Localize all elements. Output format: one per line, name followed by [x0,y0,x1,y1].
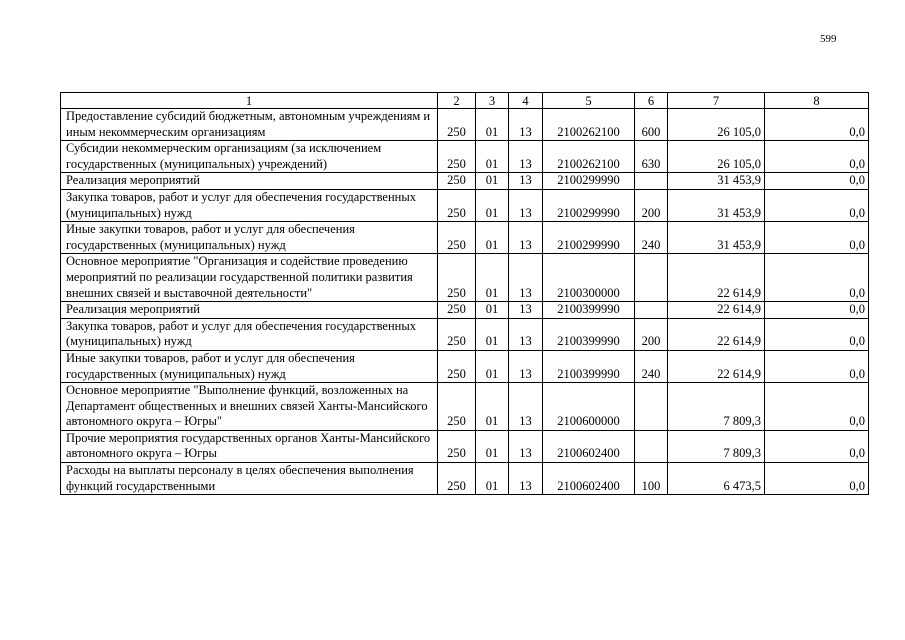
amount-cell: 31 453,9 [668,222,765,254]
admin-code-cell: 250 [438,254,476,302]
expense-type-cell: 240 [635,222,668,254]
subsection-cell: 13 [509,222,543,254]
row-name-cell: Иные закупки товаров, работ и услуг для обеспечения государственных (муниципальных) нужд [61,222,438,254]
amount-alt-cell: 0,0 [765,254,869,302]
admin-code-cell: 250 [438,430,476,462]
admin-code-cell: 250 [438,173,476,190]
target-article-cell: 2100602400 [543,463,635,495]
amount-cell: 31 453,9 [668,173,765,190]
amount-alt-cell: 0,0 [765,430,869,462]
table-row [61,318,869,350]
subsection-cell: 13 [509,463,543,495]
amount-alt-cell: 0,0 [765,141,869,173]
amount-cell: 7 809,3 [668,383,765,431]
section-cell: 01 [476,302,509,319]
row-name-cell: Реализация мероприятий [61,302,438,319]
amount-cell: 6 473,5 [668,463,765,495]
admin-code-cell: 250 [438,141,476,173]
expense-type-cell: 630 [635,141,668,173]
amount-cell: 22 614,9 [668,302,765,319]
amount-alt-cell: 0,0 [765,173,869,190]
section-cell: 01 [476,189,509,221]
amount-cell: 7 809,3 [668,430,765,462]
amount-alt-cell: 0,0 [765,463,869,495]
table-row [61,302,869,319]
table-row [61,173,869,190]
row-name-cell: Предоставление субсидий бюджетным, автономным учреждениям и иным некоммерческим организациям [61,109,438,141]
row-name-cell: Закупка товаров, работ и услуг для обеспечения государственных (муниципальных) нужд [61,189,438,221]
table-row [61,109,869,141]
table-row [61,430,869,462]
target-article-cell: 2100399990 [543,350,635,382]
table-row [61,222,869,254]
expense-type-cell: 200 [635,189,668,221]
row-name-cell: Основное мероприятие "Организация и содействие проведению мероприятий по реализации государственной политики развития внешних связей и выставочной деятельности" [61,254,438,302]
target-article-cell: 2100299990 [543,189,635,221]
target-article-cell: 2100600000 [543,383,635,431]
expense-type-cell: 200 [635,318,668,350]
table-row [61,383,869,431]
row-name-cell: Реализация мероприятий [61,173,438,190]
target-article-cell: 2100602400 [543,430,635,462]
target-article-cell: 2100399990 [543,318,635,350]
row-name-cell: Закупка товаров, работ и услуг для обеспечения государственных (муниципальных) нужд [61,318,438,350]
target-article-cell: 2100300000 [543,254,635,302]
header-cell: 4 [509,93,543,109]
subsection-cell: 13 [509,173,543,190]
row-name-cell: Прочие мероприятия государственных органов Ханты-Мансийского автономного округа – Югры [61,430,438,462]
expense-type-cell [635,383,668,431]
section-cell: 01 [476,350,509,382]
expense-type-cell: 100 [635,463,668,495]
section-cell: 01 [476,463,509,495]
amount-cell: 22 614,9 [668,350,765,382]
amount-cell: 22 614,9 [668,254,765,302]
target-article-cell: 2100262100 [543,109,635,141]
amount-cell: 26 105,0 [668,141,765,173]
amount-cell: 31 453,9 [668,189,765,221]
section-cell: 01 [476,141,509,173]
section-cell: 01 [476,318,509,350]
amount-alt-cell: 0,0 [765,302,869,319]
expense-type-cell: 600 [635,109,668,141]
target-article-cell: 2100399990 [543,302,635,319]
admin-code-cell: 250 [438,350,476,382]
section-cell: 01 [476,383,509,431]
expense-type-cell [635,302,668,319]
subsection-cell: 13 [509,189,543,221]
admin-code-cell: 250 [438,109,476,141]
budget-table [60,92,869,495]
row-name-cell: Субсидии некоммерческим организациям (за исключением государственных (муниципальных) учреждений) [61,141,438,173]
table-row [61,189,869,221]
admin-code-cell: 250 [438,222,476,254]
table-body [61,93,869,495]
expense-type-cell: 240 [635,350,668,382]
admin-code-cell: 250 [438,463,476,495]
amount-alt-cell: 0,0 [765,318,869,350]
header-cell: 3 [476,93,509,109]
row-name-cell: Иные закупки товаров, работ и услуг для обеспечения государственных (муниципальных) нужд [61,350,438,382]
expense-type-cell [635,430,668,462]
row-name-cell: Основное мероприятие "Выполнение функций, возложенных на Департамент общественных и внешних связей Ханты-Мансийского автономного округа – Югры" [61,383,438,431]
target-article-cell: 2100299990 [543,222,635,254]
amount-alt-cell: 0,0 [765,109,869,141]
header-row [61,93,869,109]
amount-alt-cell: 0,0 [765,350,869,382]
subsection-cell: 13 [509,254,543,302]
amount-cell: 22 614,9 [668,318,765,350]
section-cell: 01 [476,222,509,254]
table-row [61,141,869,173]
subsection-cell: 13 [509,141,543,173]
admin-code-cell: 250 [438,302,476,319]
header-cell: 5 [543,93,635,109]
page-number: 599 [820,33,837,45]
section-cell: 01 [476,254,509,302]
header-cell: 1 [61,93,438,109]
subsection-cell: 13 [509,430,543,462]
header-cell: 6 [635,93,668,109]
subsection-cell: 13 [509,350,543,382]
header-cell: 2 [438,93,476,109]
table-row [61,463,869,495]
row-name-cell: Расходы на выплаты персоналу в целях обеспечения выполнения функций государственными [61,463,438,495]
subsection-cell: 13 [509,302,543,319]
target-article-cell: 2100262100 [543,141,635,173]
admin-code-cell: 250 [438,383,476,431]
table-row [61,350,869,382]
table-row [61,254,869,302]
section-cell: 01 [476,430,509,462]
amount-alt-cell: 0,0 [765,383,869,431]
subsection-cell: 13 [509,318,543,350]
header-cell: 8 [765,93,869,109]
target-article-cell: 2100299990 [543,173,635,190]
amount-cell: 26 105,0 [668,109,765,141]
expense-type-cell [635,173,668,190]
subsection-cell: 13 [509,383,543,431]
section-cell: 01 [476,109,509,141]
section-cell: 01 [476,173,509,190]
expense-type-cell [635,254,668,302]
admin-code-cell: 250 [438,189,476,221]
amount-alt-cell: 0,0 [765,222,869,254]
header-cell: 7 [668,93,765,109]
subsection-cell: 13 [509,109,543,141]
admin-code-cell: 250 [438,318,476,350]
amount-alt-cell: 0,0 [765,189,869,221]
